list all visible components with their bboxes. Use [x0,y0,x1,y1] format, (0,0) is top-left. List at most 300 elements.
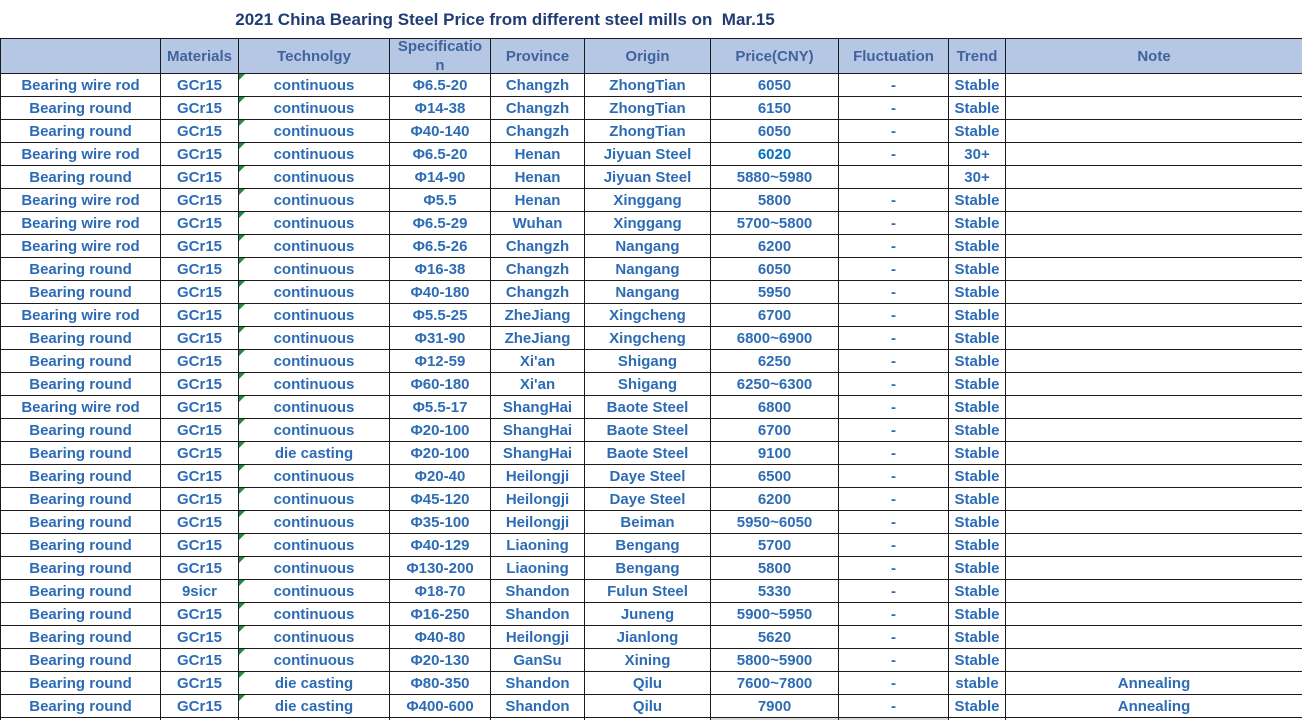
header-note[interactable] [1006,39,1302,74]
province-cell[interactable] [491,143,585,166]
fluctuation-cell[interactable] [839,442,949,465]
fluctuation-cell[interactable] [839,603,949,626]
product-cell[interactable] [1,258,161,281]
fluctuation-cell[interactable] [839,373,949,396]
note-cell[interactable] [1006,649,1302,672]
price-cell[interactable] [711,603,839,626]
price-cell[interactable] [711,212,839,235]
product-cell[interactable] [1,442,161,465]
product-cell[interactable] [1,97,161,120]
materials-cell[interactable] [161,557,239,580]
header-trend[interactable] [949,39,1006,74]
price-cell[interactable] [711,396,839,419]
materials-cell[interactable] [161,534,239,557]
price-cell[interactable] [711,281,839,304]
price-cell[interactable] [711,166,839,189]
materials-cell[interactable] [161,327,239,350]
origin-cell[interactable] [585,695,711,718]
province-cell[interactable] [491,120,585,143]
price-cell[interactable] [711,511,839,534]
materials-cell[interactable] [161,695,239,718]
fluctuation-cell[interactable] [839,189,949,212]
province-cell[interactable] [491,603,585,626]
fluctuation-cell[interactable] [839,465,949,488]
province-cell[interactable] [491,373,585,396]
origin-cell[interactable] [585,511,711,534]
trend-cell[interactable] [949,350,1006,373]
specification-cell[interactable] [390,281,491,304]
origin-cell[interactable] [585,235,711,258]
fluctuation-cell[interactable] [839,695,949,718]
specification-cell[interactable] [390,465,491,488]
materials-cell[interactable] [161,143,239,166]
trend-cell[interactable] [949,511,1006,534]
note-cell[interactable] [1006,166,1302,189]
technology-cell[interactable] [239,603,390,626]
materials-cell[interactable] [161,580,239,603]
province-cell[interactable] [491,350,585,373]
fluctuation-cell[interactable] [839,120,949,143]
price-cell[interactable] [711,672,839,695]
fluctuation-cell[interactable] [839,97,949,120]
trend-cell[interactable] [949,97,1006,120]
note-cell[interactable] [1006,626,1302,649]
price-cell[interactable] [711,465,839,488]
origin-cell[interactable] [585,304,711,327]
trend-cell[interactable] [949,304,1006,327]
specification-cell[interactable] [390,649,491,672]
product-cell[interactable] [1,304,161,327]
specification-cell[interactable] [390,350,491,373]
materials-cell[interactable] [161,120,239,143]
note-cell[interactable] [1006,465,1302,488]
trend-cell[interactable] [949,442,1006,465]
technology-cell[interactable] [239,143,390,166]
specification-cell[interactable] [390,373,491,396]
header-origin[interactable] [585,39,711,74]
price-cell[interactable] [711,258,839,281]
technology-cell[interactable] [239,580,390,603]
product-cell[interactable] [1,350,161,373]
province-cell[interactable] [491,626,585,649]
specification-cell[interactable] [390,626,491,649]
materials-cell[interactable] [161,488,239,511]
price-cell[interactable] [711,626,839,649]
fluctuation-cell[interactable] [839,396,949,419]
price-cell[interactable] [711,350,839,373]
technology-cell[interactable] [239,373,390,396]
province-cell[interactable] [491,649,585,672]
technology-cell[interactable] [239,465,390,488]
product-cell[interactable] [1,672,161,695]
note-cell[interactable] [1006,488,1302,511]
table-row [1,304,1302,327]
materials-cell[interactable] [161,189,239,212]
price-cell[interactable] [711,695,839,718]
cell-text: Φ5.5-17 [412,398,468,416]
technology-cell[interactable] [239,396,390,419]
product-cell[interactable] [1,120,161,143]
trend-cell[interactable] [949,649,1006,672]
origin-cell[interactable] [585,649,711,672]
price-cell[interactable] [711,488,839,511]
origin-cell[interactable] [585,327,711,350]
technology-cell[interactable] [239,350,390,373]
cell-text: continuous [273,306,355,324]
note-cell[interactable] [1006,350,1302,373]
product-cell[interactable] [1,626,161,649]
technology-cell[interactable] [239,97,390,120]
fluctuation-cell[interactable] [839,580,949,603]
fluctuation-cell[interactable] [839,304,949,327]
trend-cell[interactable] [949,327,1006,350]
note-cell[interactable] [1006,373,1302,396]
fluctuation-cell[interactable] [839,649,949,672]
technology-cell[interactable] [239,120,390,143]
price-cell[interactable] [711,580,839,603]
trend-cell[interactable] [949,672,1006,695]
header-specification[interactable] [390,39,491,74]
technology-cell[interactable] [239,74,390,97]
fluctuation-cell[interactable] [839,488,949,511]
origin-cell[interactable] [585,212,711,235]
trend-cell[interactable] [949,419,1006,442]
specification-cell[interactable] [390,74,491,97]
technology-cell[interactable] [239,488,390,511]
province-cell[interactable] [491,304,585,327]
materials-cell[interactable] [161,304,239,327]
note-cell[interactable] [1006,281,1302,304]
fluctuation-cell[interactable] [839,281,949,304]
trend-cell[interactable] [949,120,1006,143]
province-cell[interactable] [491,97,585,120]
origin-cell[interactable] [585,74,711,97]
specification-cell[interactable] [390,212,491,235]
fluctuation-cell[interactable] [839,511,949,534]
origin-cell[interactable] [585,350,711,373]
product-cell[interactable] [1,488,161,511]
price-cell[interactable] [711,304,839,327]
trend-cell[interactable] [949,488,1006,511]
technology-cell[interactable] [239,672,390,695]
specification-cell[interactable] [390,189,491,212]
trend-cell[interactable] [949,465,1006,488]
product-cell[interactable] [1,649,161,672]
specification-cell[interactable] [390,166,491,189]
origin-cell[interactable] [585,488,711,511]
technology-cell[interactable] [239,511,390,534]
note-cell[interactable] [1006,419,1302,442]
province-cell[interactable] [491,465,585,488]
note-cell[interactable] [1006,74,1302,97]
materials-cell[interactable] [161,465,239,488]
origin-cell[interactable] [585,373,711,396]
specification-cell[interactable] [390,97,491,120]
trend-cell[interactable] [949,143,1006,166]
fluctuation-cell[interactable] [839,419,949,442]
fluctuation-cell[interactable] [839,557,949,580]
note-cell[interactable] [1006,235,1302,258]
technology-cell[interactable] [239,212,390,235]
materials-cell[interactable] [161,258,239,281]
trend-cell[interactable] [949,281,1006,304]
fluctuation-cell[interactable] [839,258,949,281]
price-cell[interactable] [711,649,839,672]
origin-cell[interactable] [585,166,711,189]
origin-cell[interactable] [585,557,711,580]
header-product[interactable] [1,39,161,74]
note-cell[interactable] [1006,212,1302,235]
note-cell[interactable] [1006,672,1302,695]
specification-cell[interactable] [390,534,491,557]
note-cell[interactable] [1006,534,1302,557]
origin-cell[interactable] [585,120,711,143]
specification-cell[interactable] [390,511,491,534]
header-fluctuation[interactable] [839,39,949,74]
note-cell[interactable] [1006,396,1302,419]
specification-cell[interactable] [390,488,491,511]
cell-text: Stable [954,697,1000,715]
origin-cell[interactable] [585,603,711,626]
materials-cell[interactable] [161,419,239,442]
note-cell[interactable] [1006,143,1302,166]
specification-cell[interactable] [390,235,491,258]
product-cell[interactable] [1,281,161,304]
header-province[interactable] [491,39,585,74]
specification-cell[interactable] [390,695,491,718]
specification-cell[interactable] [390,442,491,465]
product-cell[interactable] [1,373,161,396]
technology-cell[interactable] [239,327,390,350]
province-cell[interactable] [491,166,585,189]
trend-cell[interactable] [949,166,1006,189]
note-cell[interactable] [1006,442,1302,465]
province-cell[interactable] [491,281,585,304]
trend-cell[interactable] [949,212,1006,235]
materials-cell[interactable] [161,626,239,649]
trend-cell[interactable] [949,534,1006,557]
cell-text: - [891,536,896,554]
price-cell[interactable] [711,557,839,580]
province-cell[interactable] [491,327,585,350]
technology-cell[interactable] [239,235,390,258]
note-cell[interactable] [1006,97,1302,120]
materials-cell[interactable] [161,74,239,97]
price-cell[interactable] [711,97,839,120]
materials-cell[interactable] [161,97,239,120]
specification-cell[interactable] [390,672,491,695]
province-cell[interactable] [491,419,585,442]
specification-cell[interactable] [390,603,491,626]
province-cell[interactable] [491,442,585,465]
error-indicator-triangle-icon [239,97,245,103]
materials-cell[interactable] [161,166,239,189]
price-cell[interactable] [711,419,839,442]
product-cell[interactable] [1,534,161,557]
origin-cell[interactable] [585,465,711,488]
technology-cell[interactable] [239,442,390,465]
origin-cell[interactable] [585,626,711,649]
technology-cell[interactable] [239,281,390,304]
product-cell[interactable] [1,396,161,419]
fluctuation-cell[interactable] [839,143,949,166]
specification-cell[interactable] [390,419,491,442]
price-cell[interactable] [711,235,839,258]
fluctuation-cell[interactable] [839,350,949,373]
technology-cell[interactable] [239,557,390,580]
origin-cell[interactable] [585,580,711,603]
materials-cell[interactable] [161,281,239,304]
price-cell[interactable] [711,143,839,166]
product-cell[interactable] [1,603,161,626]
province-cell[interactable] [491,695,585,718]
origin-cell[interactable] [585,419,711,442]
technology-cell[interactable] [239,166,390,189]
technology-cell[interactable] [239,626,390,649]
province-cell[interactable] [491,672,585,695]
materials-cell[interactable] [161,442,239,465]
technology-cell[interactable] [239,419,390,442]
origin-cell[interactable] [585,143,711,166]
province-cell[interactable] [491,580,585,603]
fluctuation-cell[interactable] [839,212,949,235]
origin-cell[interactable] [585,396,711,419]
technology-cell[interactable] [239,189,390,212]
specification-cell[interactable] [390,143,491,166]
note-cell[interactable] [1006,695,1302,718]
product-cell[interactable] [1,465,161,488]
origin-cell[interactable] [585,534,711,557]
cell-text: 5900~5950 [736,605,813,623]
province-cell[interactable] [491,189,585,212]
province-cell[interactable] [491,258,585,281]
cell-text: Liaoning [506,536,569,554]
trend-cell[interactable] [949,603,1006,626]
note-cell[interactable] [1006,258,1302,281]
price-cell[interactable] [711,442,839,465]
materials-cell[interactable] [161,212,239,235]
origin-cell[interactable] [585,189,711,212]
fluctuation-cell[interactable] [839,74,949,97]
specification-cell[interactable] [390,557,491,580]
trend-cell[interactable] [949,580,1006,603]
price-cell[interactable] [711,373,839,396]
province-cell[interactable] [491,557,585,580]
materials-cell[interactable] [161,649,239,672]
cell-text: Xinggang [613,191,682,209]
trend-cell[interactable] [949,235,1006,258]
specification-cell[interactable] [390,327,491,350]
note-cell[interactable] [1006,189,1302,212]
trend-cell[interactable] [949,373,1006,396]
province-cell[interactable] [491,396,585,419]
origin-cell[interactable] [585,672,711,695]
cell-text: Bearing wire rod [21,398,140,416]
price-cell[interactable] [711,327,839,350]
specification-cell[interactable] [390,396,491,419]
note-cell[interactable] [1006,120,1302,143]
fluctuation-cell[interactable] [839,534,949,557]
product-cell[interactable] [1,189,161,212]
materials-cell[interactable] [161,511,239,534]
fluctuation-cell[interactable] [839,626,949,649]
header-price[interactable] [711,39,839,74]
header-technology[interactable] [239,39,390,74]
product-cell[interactable] [1,74,161,97]
header-materials[interactable] [161,39,239,74]
province-cell[interactable] [491,534,585,557]
note-cell[interactable] [1006,327,1302,350]
technology-cell[interactable] [239,304,390,327]
technology-cell[interactable] [239,649,390,672]
materials-cell[interactable] [161,672,239,695]
trend-cell[interactable] [949,557,1006,580]
province-cell[interactable] [491,74,585,97]
note-cell[interactable] [1006,580,1302,603]
product-cell[interactable] [1,511,161,534]
product-cell[interactable] [1,212,161,235]
origin-cell[interactable] [585,97,711,120]
fluctuation-cell[interactable] [839,327,949,350]
trend-cell[interactable] [949,189,1006,212]
trend-cell[interactable] [949,396,1006,419]
trend-cell[interactable] [949,695,1006,718]
price-cell[interactable] [711,534,839,557]
origin-cell[interactable] [585,442,711,465]
price-cell[interactable] [711,120,839,143]
province-cell[interactable] [491,488,585,511]
trend-cell[interactable] [949,626,1006,649]
origin-cell[interactable] [585,258,711,281]
materials-cell[interactable] [161,396,239,419]
price-cell[interactable] [711,189,839,212]
product-cell[interactable] [1,166,161,189]
fluctuation-cell[interactable] [839,235,949,258]
fluctuation-cell[interactable] [839,672,949,695]
specification-cell[interactable] [390,580,491,603]
product-cell[interactable] [1,580,161,603]
product-cell[interactable] [1,557,161,580]
product-cell[interactable] [1,143,161,166]
trend-cell[interactable] [949,258,1006,281]
technology-cell[interactable] [239,534,390,557]
specification-cell[interactable] [390,304,491,327]
specification-cell[interactable] [390,258,491,281]
note-cell[interactable] [1006,557,1302,580]
province-cell[interactable] [491,212,585,235]
product-cell[interactable] [1,695,161,718]
note-cell[interactable] [1006,304,1302,327]
province-cell[interactable] [491,235,585,258]
price-cell[interactable] [711,74,839,97]
origin-cell[interactable] [585,281,711,304]
product-cell[interactable] [1,235,161,258]
note-cell[interactable] [1006,511,1302,534]
trend-cell[interactable] [949,74,1006,97]
province-cell[interactable] [491,511,585,534]
fluctuation-cell[interactable] [839,166,949,189]
technology-cell[interactable] [239,695,390,718]
product-cell[interactable] [1,327,161,350]
specification-cell[interactable] [390,120,491,143]
technology-cell[interactable] [239,258,390,281]
materials-cell[interactable] [161,603,239,626]
note-cell[interactable] [1006,603,1302,626]
materials-cell[interactable] [161,235,239,258]
materials-cell[interactable] [161,373,239,396]
product-cell[interactable] [1,419,161,442]
materials-cell[interactable] [161,350,239,373]
